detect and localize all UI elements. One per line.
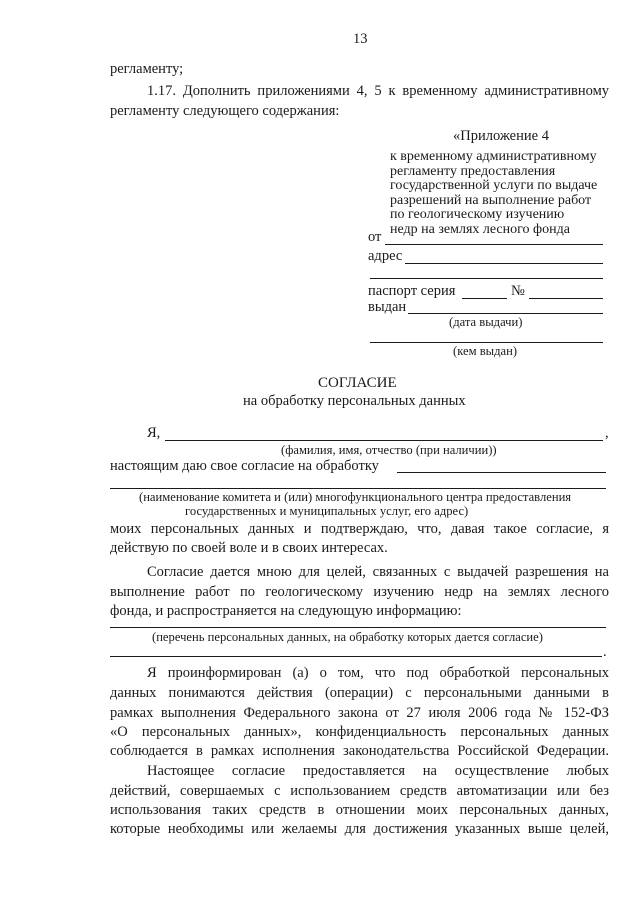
data-list-line-1 [110, 627, 606, 628]
appendix-lines [390, 150, 597, 237]
data-list-line-2 [110, 656, 602, 657]
p3-line-5: соблюдается в рамках исполнения законодательства Российской Федерации. [110, 743, 609, 759]
from-label: от [368, 229, 382, 245]
issued-by-caption: (кем выдан) [453, 344, 518, 358]
p4-line-3: использования таких средств в отношении моих персональных данных, [110, 802, 609, 818]
intro-line-3: регламенту следующего содержания: [110, 103, 340, 119]
page-number: 13 [353, 31, 368, 47]
passport-series-label: паспорт серия [368, 283, 456, 299]
consent-title: СОГЛАСИЕ [318, 375, 397, 391]
p4-line-1: Настоящее согласие предоставляется на осуществление любых [147, 763, 609, 779]
p2-line-1: Согласие дается мною для целей, связанных с выдачей разрешения на [147, 564, 609, 580]
issue-date-caption: (дата выдачи) [449, 315, 523, 329]
appendix-line: по геологическому изучению [390, 207, 565, 222]
appendix-line: к временному административному [390, 149, 597, 164]
address-label: адрес [368, 248, 403, 264]
p2-line-3: фонда, и распространяется на следующую информацию: [110, 603, 462, 619]
committee-line [110, 488, 606, 489]
p1-line-1: моих персональных данных и подтверждаю, что, давая такое согласие, я [110, 521, 609, 537]
p4-line-2: действий, совершаемых с использованием средств автоматизации или без [110, 783, 609, 799]
name-caption: (фамилия, имя, отчество (при наличии)) [281, 443, 497, 457]
committee-caption-2: государственных и муниципальных услуг, его адрес) [185, 504, 469, 518]
intro-line-2: 1.17. Дополнить приложениями 4, 5 к временному административному [147, 83, 609, 99]
address-field-line-2 [370, 278, 603, 279]
passport-series-line [462, 298, 507, 299]
appendix-title: «Приложение 4 [453, 128, 549, 144]
issued-field-line [408, 313, 603, 314]
p1-line-2: действую по своей воле и в своих интересах. [110, 540, 388, 556]
address-field-line-1 [405, 263, 603, 264]
from-field-line [385, 244, 603, 245]
appendix-line: недр на землях лесного фонда [390, 221, 570, 237]
p3-line-2: данных понимаются действия (операции) с персональными данными в [110, 685, 609, 701]
p3-line-1: Я проинформирован (а) о том, что под обработкой персональных [147, 665, 609, 681]
give-consent-line [397, 472, 606, 473]
passport-number-line [529, 298, 603, 299]
passport-number-label: № [511, 283, 525, 299]
committee-caption-1: (наименование комитета и (или) многофункционального центра предоставления [139, 490, 572, 504]
p3-line-3: рамках выполнения Федерального закона от 27 июля 2006 года № 152-ФЗ [110, 705, 609, 721]
i-label: Я, [147, 425, 161, 441]
give-consent-text: настоящим даю свое согласие на обработку [110, 458, 379, 474]
appendix-line: государственной услуги по выдаче [390, 178, 598, 193]
data-list-caption: (перечень персональных данных, на обработку которых дается согласие) [152, 630, 543, 644]
intro-line-1: регламенту; [110, 61, 184, 77]
appendix-line: регламенту предоставления [390, 163, 556, 179]
p4-line-4: которые необходимы или желаемы для достижения указанных выше целей, [110, 821, 609, 837]
issued-label: выдан [368, 299, 407, 315]
p2-line-2: выполнение работ по геологическому изучению недр на землях лесного [110, 584, 609, 600]
name-field-line [165, 440, 603, 441]
p3-line-4: «О персональных данных», конфиденциальность персональных данных [110, 724, 609, 740]
consent-subtitle: на обработку персональных данных [243, 393, 466, 409]
name-comma: , [605, 425, 609, 441]
appendix-line: разрешений на выполнение работ [390, 192, 592, 208]
issued-by-field-line [370, 342, 603, 343]
data-list-period: . [603, 644, 607, 660]
